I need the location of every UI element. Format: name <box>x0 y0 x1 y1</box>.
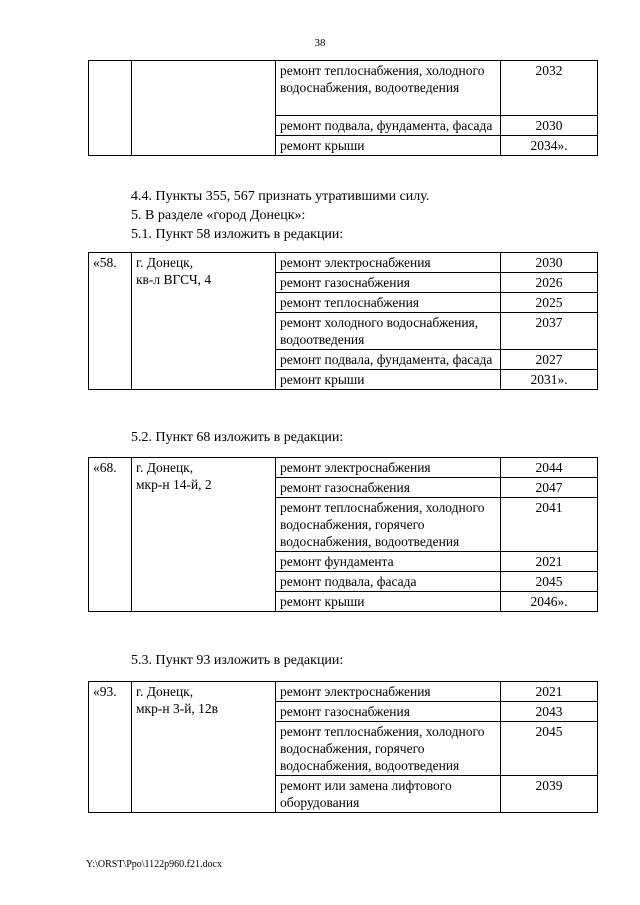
year-cell: 2039 <box>501 776 598 813</box>
address-cell <box>132 253 276 390</box>
item-number: «58. <box>89 253 132 390</box>
year-cell: 2037 <box>501 313 598 350</box>
file-path-footer: Y:\ORST\Ppo\1122p960.f21.docx <box>86 859 222 870</box>
paragraph-4-4: 4.4. Пункты 355, 567 признать утратившими силу. <box>131 189 430 204</box>
work-cell: ремонт подвала, фундамента, фасада <box>276 116 501 136</box>
work-cell: ремонт теплоснабжения, холодного водоснабжения, водоотведения <box>276 61 501 116</box>
year-cell: 2030 <box>501 116 598 136</box>
work-cell: ремонт холодного водоснабжения, водоотведения <box>276 313 501 350</box>
table-item-93 <box>88 681 598 813</box>
year-cell: 2021 <box>501 552 598 572</box>
work-cell: ремонт теплоснабжения, холодного водоснабжения, горячего водоснабжения, водоотведения <box>276 722 501 776</box>
item-number: «93. <box>89 682 132 813</box>
item-number: «68. <box>89 458 132 612</box>
address-city: г. Донецк, <box>136 460 194 475</box>
work-cell: ремонт теплоснабжения, холодного водоснабжения, горячего водоснабжения, водоотведения <box>276 498 501 552</box>
work-cell: ремонт газоснабжения <box>276 478 501 498</box>
year-cell: 2045 <box>501 572 598 592</box>
year-cell: 2021 <box>501 682 598 702</box>
paragraph-5-3: 5.3. Пункт 93 изложить в редакции: <box>131 653 344 668</box>
page-number: 38 <box>314 37 326 49</box>
work-cell: ремонт газоснабжения <box>276 273 501 293</box>
paragraph-5-2: 5.2. Пункт 68 изложить в редакции: <box>131 430 344 445</box>
address-cell <box>132 61 276 156</box>
work-cell: ремонт крыши <box>276 592 501 612</box>
work-cell: ремонт электроснабжения <box>276 458 501 478</box>
paragraph-5-1: 5.1. Пункт 58 изложить в редакции: <box>131 227 344 242</box>
address-city: г. Донецк, <box>136 255 194 270</box>
address-street: мкр-н 14-й, 2 <box>136 477 212 492</box>
year-cell: 2044 <box>501 458 598 478</box>
year-cell: 2047 <box>501 478 598 498</box>
year-cell: 2030 <box>501 253 598 273</box>
year-cell: 2043 <box>501 702 598 722</box>
paragraph-5: 5. В разделе «город Донецк»: <box>131 208 306 223</box>
work-cell: ремонт крыши <box>276 136 501 156</box>
table-row <box>89 682 598 702</box>
work-cell: ремонт подвала, фасада <box>276 572 501 592</box>
address-city: г. Донецк, <box>136 684 194 699</box>
year-cell: 2041 <box>501 498 598 552</box>
table-row <box>89 253 598 273</box>
work-cell: ремонт или замена лифтового оборудования <box>276 776 501 813</box>
address-cell <box>132 682 276 813</box>
work-cell: ремонт подвала, фундамента, фасада <box>276 350 501 370</box>
year-cell: 2045 <box>501 722 598 776</box>
work-cell: ремонт электроснабжения <box>276 253 501 273</box>
table-row <box>89 61 598 116</box>
year-cell: 2031». <box>501 370 598 390</box>
table-row <box>89 458 598 478</box>
work-cell: ремонт теплоснабжения <box>276 293 501 313</box>
address-street: кв-л ВГСЧ, 4 <box>136 272 212 287</box>
table-continuation <box>88 60 598 156</box>
address-cell <box>132 458 276 612</box>
table-item-68 <box>88 457 598 612</box>
work-cell: ремонт электроснабжения <box>276 682 501 702</box>
work-cell: ремонт крыши <box>276 370 501 390</box>
table-item-58 <box>88 252 598 390</box>
work-cell: ремонт фундамента <box>276 552 501 572</box>
year-cell: 2032 <box>501 61 598 116</box>
year-cell: 2027 <box>501 350 598 370</box>
year-cell: 2034». <box>501 136 598 156</box>
year-cell: 2046». <box>501 592 598 612</box>
work-cell: ремонт газоснабжения <box>276 702 501 722</box>
address-street: мкр-н 3-й, 12в <box>136 701 219 716</box>
year-cell: 2026 <box>501 273 598 293</box>
num-cell <box>89 61 132 156</box>
year-cell: 2025 <box>501 293 598 313</box>
